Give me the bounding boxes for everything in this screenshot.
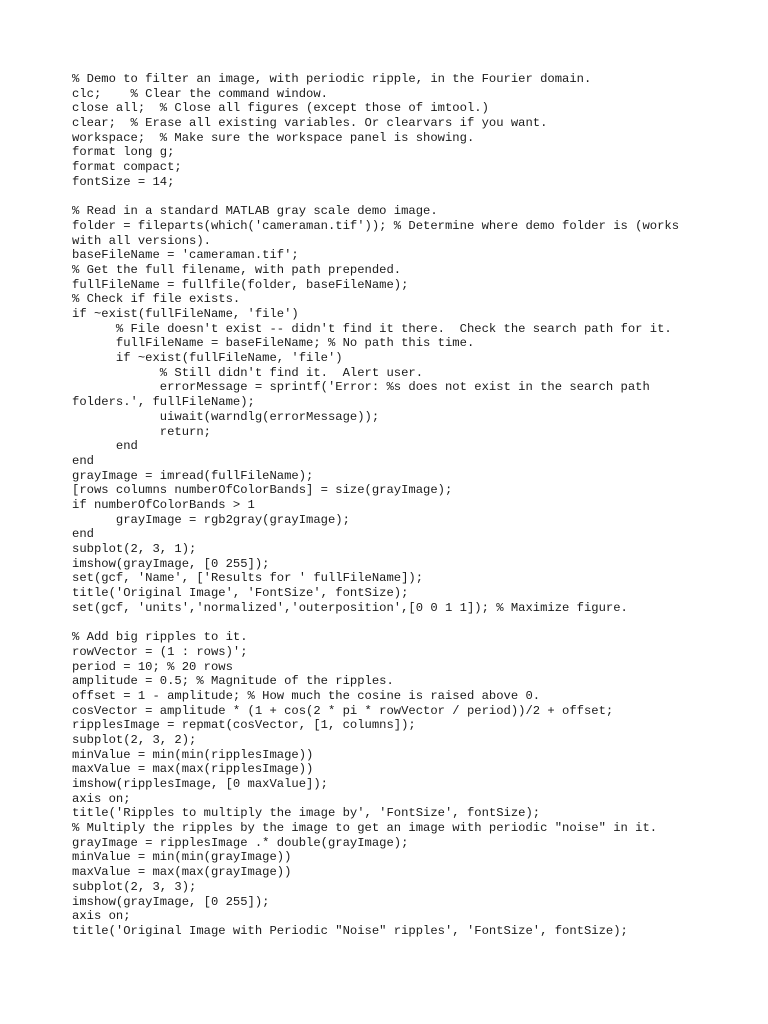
code-line: % Still didn't find it. Alert user. — [72, 365, 424, 380]
code-line: amplitude = 0.5; % Magnitude of the ripples. — [72, 674, 394, 689]
code-line: baseFileName = 'cameraman.tif'; — [72, 248, 299, 263]
code-line: grayImage = ripplesImage .* double(grayImage); — [72, 835, 409, 850]
code-line: fontSize = 14; — [72, 174, 175, 189]
code-line: clc; % Clear the command window. — [72, 86, 328, 101]
code-line: grayImage = rgb2gray(grayImage); — [72, 512, 350, 527]
blank-line — [72, 615, 712, 630]
code-line: errorMessage = sprintf('Error: %s does not exist in the search path — [72, 380, 650, 395]
code-line: workspace; % Make sure the workspace panel is showing. — [72, 130, 475, 145]
code-line: format long g; — [72, 145, 175, 160]
code-line: uiwait(warndlg(errorMessage)); — [72, 409, 380, 424]
blank-line — [72, 190, 712, 205]
code-line: imshow(ripplesImage, [0 maxValue]); — [72, 777, 328, 791]
code-line: end — [72, 527, 94, 542]
code-line: return; — [72, 424, 211, 439]
code-line: imshow(grayImage, [0 255]); — [72, 894, 270, 909]
code-line: grayImage = imread(fullFileName); — [72, 468, 314, 483]
code-line: maxValue = max(max(ripplesImage)) — [72, 762, 314, 777]
code-line: if ~exist(fullFileName, 'file') — [72, 307, 299, 321]
code-line: % Read in a standard MATLAB gray scale demo image. — [72, 204, 438, 219]
code-line: % Multiply the ripples by the image to get an image with periodic "noise" in it. — [72, 821, 658, 836]
code-line: rowVector = (1 : rows)'; — [72, 644, 248, 659]
code-line: minValue = min(min(grayImage)) — [72, 850, 292, 865]
code-line: title('Original Image with Periodic "Noise" ripples', 'FontSize', fontSize); — [72, 923, 628, 938]
code-line: set(gcf, 'units','normalized','outerposition',[0 0 1 1]); % Maximize figure. — [72, 600, 628, 615]
code-line: offset = 1 - amplitude; % How much the cosine is raised above 0. — [72, 688, 541, 703]
code-line: % Get the full filename, with path prepended. — [72, 262, 402, 277]
code-line: axis on; — [72, 791, 131, 806]
code-line: % File doesn't exist -- didn't find it there. Check the search path for it. — [72, 321, 672, 336]
code-line: with all versions). — [72, 233, 211, 248]
code-line: title('Original Image', 'FontSize', fontSize); — [72, 586, 409, 601]
code-line: subplot(2, 3, 1); — [72, 542, 197, 556]
code-line: folders.', fullFileName); — [72, 395, 255, 410]
code-listing — [72, 72, 712, 939]
code-line: % Add big ripples to it. — [72, 630, 248, 645]
code-line: cosVector = amplitude * (1 + cos(2 * pi * rowVector / period))/2 + offset; — [72, 703, 614, 718]
code-line: fullFileName = baseFileName; % No path this time. — [72, 336, 475, 351]
code-line: if numberOfColorBands > 1 — [72, 497, 255, 512]
code-line: title('Ripples to multiply the image by', 'FontSize', fontSize); — [72, 806, 541, 821]
code-line: if ~exist(fullFileName, 'file') — [72, 351, 343, 366]
code-line: imshow(grayImage, [0 255]); — [72, 556, 270, 571]
code-line: set(gcf, 'Name', ['Results for ' fullFileName]); — [72, 571, 424, 586]
code-line: clear; % Erase all existing variables. Or clearvars if you want. — [72, 116, 548, 131]
code-line: subplot(2, 3, 3); — [72, 879, 197, 894]
code-line: % Demo to filter an image, with periodic ripple, in the Fourier domain. — [72, 72, 592, 86]
code-line: close all; % Close all figures (except those of imtool.) — [72, 101, 489, 116]
code-line: % Check if file exists. — [72, 292, 241, 307]
code-line: ripplesImage = repmat(cosVector, [1, columns]); — [72, 718, 416, 733]
code-line: minValue = min(min(ripplesImage)) — [72, 747, 314, 762]
code-line: subplot(2, 3, 2); — [72, 732, 197, 747]
code-line: folder = fileparts(which('cameraman.tif')); % Determine where demo folder is (works — [72, 218, 680, 233]
code-line: format compact; — [72, 160, 182, 175]
code-line: period = 10; % 20 rows — [72, 659, 233, 674]
code-line: maxValue = max(max(grayImage)) — [72, 865, 292, 880]
code-line: axis on; — [72, 909, 131, 924]
code-line: fullFileName = fullfile(folder, baseFileName); — [72, 277, 409, 292]
code-line: end — [72, 439, 138, 454]
code-line: end — [72, 453, 94, 468]
code-line: [rows columns numberOfColorBands] = size(grayImage); — [72, 483, 453, 498]
